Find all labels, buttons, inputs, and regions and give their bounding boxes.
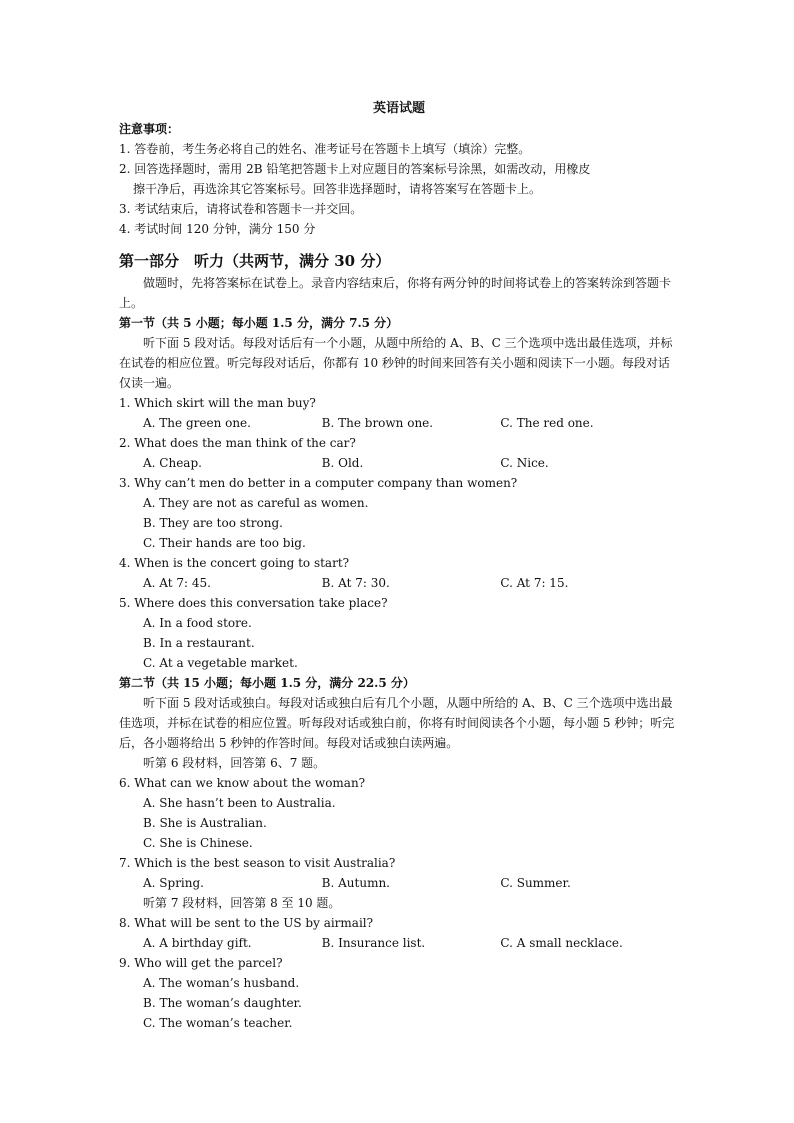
notice-heading: 注意事项： [119, 122, 180, 136]
option-c: C. A small necklace. [500, 936, 623, 950]
exam-content [119, 99, 679, 1033]
notice-item-4: 4. 考试时间 120 分钟，满分 150 分 [119, 222, 316, 236]
option-a: A. Spring. [143, 876, 204, 890]
option-a: A. The woman’s husband. [143, 976, 300, 990]
section1-instructions: 听下面 5 段对话。每段对话后有一个小题，从题中所给的 A、B、C 三个选项中选出最佳选项，并标在试卷的相应位置。听完每段对话后，你都有 10 秒钟的时间来回答有关小题和阅读下一小题。每段对话仅读一遍。 [119, 336, 673, 390]
option-c: C. She is Chinese. [143, 836, 253, 850]
option-b: B. In a restaurant. [143, 636, 255, 650]
option-b: B. They are too strong. [143, 516, 283, 530]
question-8-options [119, 933, 679, 953]
notice-item-2: 2. 回答选择题时，需用 2B 铅笔把答题卡上对应题目的答案标号涂黑，如需改动，用橡皮 [119, 162, 591, 176]
option-b: B. The brown one. [321, 416, 434, 430]
notice-item-1: 1. 答卷前，考生务必将自己的姓名、准考证号在答题卡上填写（填涂）完整。 [119, 142, 531, 156]
option-a: A. The green one. [143, 416, 251, 430]
option-c: C. At a vegetable market. [143, 656, 298, 670]
question-3: 3. Why can’t men do better in a computer company than women? [119, 476, 518, 490]
option-b: B. At 7: 30. [321, 576, 390, 590]
option-c: C. Their hands are too big. [143, 536, 306, 550]
section2-instructions: 听下面 5 段对话或独白。每段对话或独白后有几个小题，从题中所给的 A、B、C 三个选项中选出最佳选项，并标在试卷的相应位置。听每段对话或独白前，你将有时间阅读各个小题，每小题 5 秒钟；听完后，各小题将给出 5 秒钟的作答时间。每段对话或独白读两遍。 [119, 696, 675, 750]
option-a: A. In a food store. [143, 616, 252, 630]
option-b: B. The woman’s daughter. [143, 996, 302, 1010]
option-c: C. Nice. [500, 456, 549, 470]
option-a: A. She hasn’t been to Australia. [143, 796, 336, 810]
question-7-options [119, 873, 679, 893]
question-4: 4. When is the concert going to start? [119, 556, 350, 570]
section2-title: 第二节（共 15 小题；每小题 1.5 分，满分 22.5 分） [119, 676, 415, 690]
option-a: A. They are not as careful as women. [143, 496, 369, 510]
option-c: C. Summer. [500, 876, 571, 890]
question-4-options [119, 573, 679, 593]
notice-item-2-cont: 擦干净后，再选涂其它答案标号。回答非选择题时，请将答案写在答题卡上。 [133, 182, 542, 196]
section1-title: 第一节（共 5 小题；每小题 1.5 分，满分 7.5 分） [119, 316, 399, 330]
option-a: A. A birthday gift. [143, 936, 252, 950]
option-b: B. Autumn. [321, 876, 390, 890]
question-2-options [119, 453, 679, 473]
option-a: A. At 7: 45. [143, 576, 211, 590]
option-b: B. Insurance list. [321, 936, 426, 950]
question-5: 5. Where does this conversation take place? [119, 596, 388, 610]
notice-item-3: 3. 考试结束后，请将试卷和答题卡一并交回。 [119, 202, 363, 216]
option-b: B. Old. [321, 456, 364, 470]
part1-title: 第一部分 听力（共两节，满分 30 分） [119, 252, 391, 270]
material-6-note: 听第 6 段材料，回答第 6、7 题。 [143, 756, 326, 770]
option-c: C. At 7: 15. [500, 576, 569, 590]
question-2: 2. What does the man think of the car? [119, 436, 356, 450]
option-c: C. The woman’s teacher. [143, 1016, 293, 1030]
question-7: 7. Which is the best season to visit Australia? [119, 856, 396, 870]
question-9: 9. Who will get the parcel? [119, 956, 283, 970]
question-6: 6. What can we know about the woman? [119, 776, 366, 790]
option-a: A. Cheap. [143, 456, 202, 470]
option-c: C. The red one. [500, 416, 594, 430]
option-b: B. She is Australian. [143, 816, 267, 830]
part1-intro: 做题时，先将答案标在试卷上。录音内容结束后，你将有两分钟的时间将试卷上的答案转涂到答题卡上。 [119, 276, 672, 310]
question-8: 8. What will be sent to the US by airmail? [119, 916, 374, 930]
question-1: 1. Which skirt will the man buy? [119, 396, 316, 410]
question-1-options [119, 413, 679, 433]
material-7-note: 听第 7 段材料，回答第 8 至 10 题。 [143, 896, 341, 910]
page-title: 英语试题 [372, 101, 425, 116]
